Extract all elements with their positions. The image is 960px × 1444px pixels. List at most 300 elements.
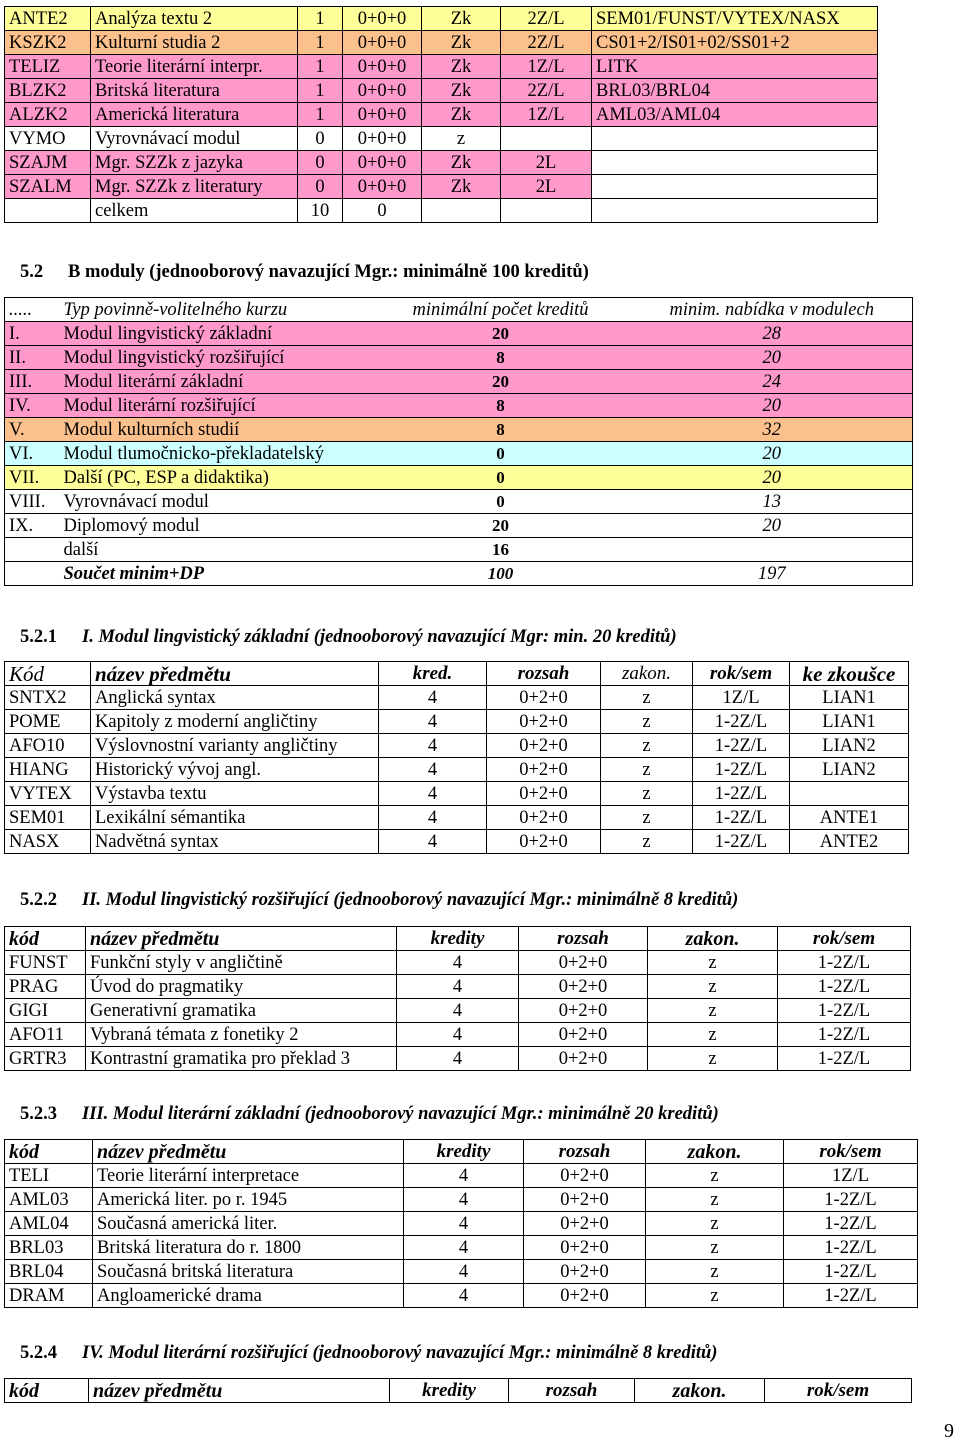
cell-min-offer: 32 — [632, 418, 913, 442]
cell-code: AFO11 — [5, 1023, 86, 1047]
cell-name: Výslovnostní varianty angličtiny — [91, 734, 379, 758]
cell-num: I. — [5, 322, 60, 346]
cell-completion: z — [648, 1023, 778, 1047]
header-completion: zakon. — [646, 1140, 784, 1164]
cell-credits: 4 — [379, 806, 487, 830]
table-row — [5, 1236, 918, 1260]
table-header-row — [5, 662, 909, 686]
cell-exam: LITK — [592, 55, 878, 79]
cell-credits: 4 — [397, 951, 519, 975]
cell-module: Modul literární základní — [60, 370, 370, 394]
cell-code: BRL03 — [5, 1236, 93, 1260]
cell-min-offer: 20 — [632, 394, 913, 418]
table-row — [5, 975, 911, 999]
cell-exam — [592, 175, 878, 199]
cell-completion: Zk — [422, 31, 501, 55]
cell-completion: z — [601, 830, 693, 854]
table-row — [5, 418, 913, 442]
table-c-ling-basic — [4, 661, 909, 854]
cell-code: GIGI — [5, 999, 86, 1023]
table-row — [5, 175, 878, 199]
cell-module: další — [60, 538, 370, 562]
table-row — [5, 55, 878, 79]
cell-code: AML04 — [5, 1212, 93, 1236]
cell-code: GRTR3 — [5, 1047, 86, 1071]
cell-year: 2Z/L — [501, 31, 592, 55]
cell-num: III. — [5, 370, 60, 394]
cell-min-offer: 20 — [632, 346, 913, 370]
header-year: rok/sem — [784, 1140, 918, 1164]
cell-min-credits: 20 — [370, 370, 632, 394]
cell-code: NASX — [5, 830, 91, 854]
cell-credits: 4 — [404, 1188, 524, 1212]
header-type: Typ povinně-volitelného kurzu — [60, 298, 370, 322]
cell-min-credits: 0 — [370, 442, 632, 466]
table-d-ling-ext — [4, 926, 911, 1071]
cell-range: 0 — [343, 199, 422, 223]
cell-name: Současná americká liter. — [93, 1212, 404, 1236]
cell-credits: 4 — [379, 830, 487, 854]
cell-code: FUNST — [5, 951, 86, 975]
section-number: 5.2 — [20, 262, 44, 282]
cell-name: Britská literatura do r. 1800 — [93, 1236, 404, 1260]
cell-code: ANTE2 — [5, 7, 91, 31]
cell-completion: z — [646, 1236, 784, 1260]
cell-name: Britská literatura — [91, 79, 298, 103]
cell-year: 2Z/L — [501, 79, 592, 103]
cell-completion: z — [601, 734, 693, 758]
cell-code: TELIZ — [5, 55, 91, 79]
cell-name: Kulturní studia 2 — [91, 31, 298, 55]
section-heading — [20, 1343, 717, 1364]
cell-credits: 1 — [298, 7, 343, 31]
header-credits: kred. — [379, 662, 487, 686]
cell-name: Mgr. SZZk z literatury — [91, 175, 298, 199]
section-number: 5.2.3 — [20, 1104, 57, 1124]
cell-min-offer — [632, 538, 913, 562]
cell-completion: z — [601, 806, 693, 830]
cell-credits: 4 — [404, 1236, 524, 1260]
cell-code: AFO10 — [5, 734, 91, 758]
cell-num: IV. — [5, 394, 60, 418]
cell-code: SZALM — [5, 175, 91, 199]
cell-range: 0+2+0 — [487, 782, 601, 806]
cell-range: 0+2+0 — [524, 1260, 646, 1284]
cell-credits: 0 — [298, 127, 343, 151]
header-min-credits: minimální počet kreditů — [370, 298, 632, 322]
table-row — [5, 830, 909, 854]
table-row — [5, 686, 909, 710]
table-row — [5, 758, 909, 782]
table-row — [5, 7, 878, 31]
cell-credits: 10 — [298, 199, 343, 223]
cell-range: 0+2+0 — [524, 1212, 646, 1236]
cell-name: Generativní gramatika — [86, 999, 397, 1023]
table-header-row — [5, 927, 911, 951]
header-name: název předmětu — [89, 1379, 390, 1403]
cell-num: VIII. — [5, 490, 60, 514]
cell-credits: 1 — [298, 79, 343, 103]
cell-exam: AML03/AML04 — [592, 103, 878, 127]
cell-code: VYTEX — [5, 782, 91, 806]
cell-name: Funkční styly v angličtině — [86, 951, 397, 975]
cell-module: Modul lingvistický základní — [60, 322, 370, 346]
cell-year: 1Z/L — [501, 55, 592, 79]
cell-credits: 4 — [404, 1284, 524, 1308]
cell-range: 0+2+0 — [519, 999, 648, 1023]
section-title: II. Modul lingvistický rozšiřující (jednooborový navazující Mgr.: minimálně 8 kreditů) — [82, 890, 739, 910]
header-year: rok/sem — [765, 1379, 912, 1403]
cell-credits: 4 — [404, 1260, 524, 1284]
cell-credits: 1 — [298, 103, 343, 127]
cell-exam: LIAN1 — [790, 686, 909, 710]
cell-completion: z — [646, 1260, 784, 1284]
cell-range: 0+2+0 — [487, 830, 601, 854]
table-row — [5, 394, 913, 418]
header-completion: zakon. — [601, 662, 693, 686]
cell-num — [5, 538, 60, 562]
cell-module: Modul lingvistický rozšiřující — [60, 346, 370, 370]
cell-range: 0+2+0 — [519, 975, 648, 999]
cell-min-offer: 20 — [632, 442, 913, 466]
cell-range: 0+2+0 — [524, 1284, 646, 1308]
cell-completion: Zk — [422, 151, 501, 175]
header-credits: kredity — [390, 1379, 509, 1403]
section-heading — [20, 262, 589, 283]
cell-year: 1-2Z/L — [778, 1023, 911, 1047]
table-row — [5, 999, 911, 1023]
cell-name: Výstavba textu — [91, 782, 379, 806]
cell-year: 1-2Z/L — [778, 951, 911, 975]
cell-exam: ANTE1 — [790, 806, 909, 830]
cell-min-offer: 28 — [632, 322, 913, 346]
cell-code — [5, 199, 91, 223]
cell-year: 1-2Z/L — [784, 1260, 918, 1284]
cell-name: Angloamerické drama — [93, 1284, 404, 1308]
cell-completion: z — [601, 758, 693, 782]
table-row — [5, 79, 878, 103]
cell-min-credits: 8 — [370, 394, 632, 418]
section-number: 5.2.2 — [20, 890, 57, 910]
header-range: rozsah — [524, 1140, 646, 1164]
cell-range: 0+2+0 — [487, 806, 601, 830]
table-row — [5, 1212, 918, 1236]
cell-credits: 4 — [379, 758, 487, 782]
cell-name: celkem — [91, 199, 298, 223]
cell-module: Součet minim+DP — [60, 562, 370, 586]
header-credits: kredity — [397, 927, 519, 951]
header-range: rozsah — [509, 1379, 635, 1403]
cell-num: IX. — [5, 514, 60, 538]
cell-name: Úvod do pragmatiky — [86, 975, 397, 999]
cell-completion: z — [648, 1047, 778, 1071]
cell-range: 0+0+0 — [343, 55, 422, 79]
section-title: B moduly (jednooborový navazující Mgr.: minimálně 100 kreditů) — [68, 262, 589, 282]
cell-exam — [592, 199, 878, 223]
cell-year: 1-2Z/L — [778, 999, 911, 1023]
cell-name: Teorie literární interpretace — [93, 1164, 404, 1188]
section-title: IV. Modul literární rozšiřující (jednooborový navazující Mgr.: minimálně 8 kreditů) — [82, 1343, 718, 1363]
header-min-offer: minim. nabídka v modulech — [632, 298, 913, 322]
cell-range: 0+0+0 — [343, 31, 422, 55]
cell-name: Teorie literární interpr. — [91, 55, 298, 79]
cell-year: 1-2Z/L — [693, 758, 790, 782]
header-name: název předmětu — [91, 662, 379, 686]
cell-range: 0+2+0 — [487, 686, 601, 710]
cell-num: V. — [5, 418, 60, 442]
cell-year: 1-2Z/L — [693, 710, 790, 734]
table-row — [5, 490, 913, 514]
table-row — [5, 1164, 918, 1188]
cell-exam — [592, 127, 878, 151]
cell-exam: ANTE2 — [790, 830, 909, 854]
cell-range: 0+2+0 — [519, 1047, 648, 1071]
cell-name: Anglická syntax — [91, 686, 379, 710]
cell-completion: Zk — [422, 55, 501, 79]
table-row — [5, 199, 878, 223]
cell-code: KSZK2 — [5, 31, 91, 55]
table-row — [5, 806, 909, 830]
cell-credits: 0 — [298, 175, 343, 199]
cell-code: SNTX2 — [5, 686, 91, 710]
cell-range: 0+0+0 — [343, 151, 422, 175]
cell-exam: LIAN1 — [790, 710, 909, 734]
cell-code: BRL04 — [5, 1260, 93, 1284]
cell-completion: Zk — [422, 175, 501, 199]
cell-completion — [422, 199, 501, 223]
header-name: název předmětu — [86, 927, 397, 951]
cell-num — [5, 562, 60, 586]
page-number: 9 — [944, 1420, 954, 1442]
cell-module: Diplomový modul — [60, 514, 370, 538]
cell-code: VYMO — [5, 127, 91, 151]
header-name: název předmětu — [93, 1140, 404, 1164]
header-num: ..... — [5, 298, 60, 322]
table-row — [5, 514, 913, 538]
table-b-modules — [4, 297, 913, 586]
cell-num: VI. — [5, 442, 60, 466]
cell-name: Analýza textu 2 — [91, 7, 298, 31]
cell-credits: 4 — [379, 710, 487, 734]
cell-name: Nadvětná syntax — [91, 830, 379, 854]
cell-year: 1Z/L — [784, 1164, 918, 1188]
cell-range: 0+0+0 — [343, 175, 422, 199]
cell-year: 1-2Z/L — [784, 1236, 918, 1260]
table-row — [5, 370, 913, 394]
cell-code: HIANG — [5, 758, 91, 782]
cell-num: VII. — [5, 466, 60, 490]
cell-range: 0+2+0 — [524, 1164, 646, 1188]
cell-credits: 4 — [379, 782, 487, 806]
section-heading — [20, 627, 677, 648]
cell-exam — [790, 782, 909, 806]
cell-completion: z — [646, 1164, 784, 1188]
cell-completion: Zk — [422, 7, 501, 31]
cell-year: 1-2Z/L — [778, 975, 911, 999]
header-exam: ke zkoušce — [790, 662, 909, 686]
table-header-row — [5, 298, 913, 322]
cell-year: 1-2Z/L — [784, 1284, 918, 1308]
cell-year: 1-2Z/L — [784, 1212, 918, 1236]
cell-num: II. — [5, 346, 60, 370]
cell-min-offer: 24 — [632, 370, 913, 394]
table-f-lit-ext — [4, 1378, 912, 1403]
table-row — [5, 127, 878, 151]
section-heading — [20, 890, 738, 911]
cell-year: 2Z/L — [501, 7, 592, 31]
header-credits: kredity — [404, 1140, 524, 1164]
table-row — [5, 1260, 918, 1284]
cell-credits: 4 — [397, 975, 519, 999]
section-title: I. Modul lingvistický základní (jednooborový navazující Mgr: min. 20 kreditů) — [82, 627, 677, 647]
cell-credits: 4 — [404, 1212, 524, 1236]
cell-completion: z — [601, 782, 693, 806]
cell-min-credits: 0 — [370, 466, 632, 490]
cell-range: 0+2+0 — [487, 758, 601, 782]
cell-module: Modul tlumočnicko-překladatelský — [60, 442, 370, 466]
cell-completion: z — [648, 951, 778, 975]
cell-year: 1-2Z/L — [693, 830, 790, 854]
table-row — [5, 346, 913, 370]
cell-min-offer: 197 — [632, 562, 913, 586]
table-row — [5, 782, 909, 806]
cell-exam: BRL03/BRL04 — [592, 79, 878, 103]
table-row — [5, 322, 913, 346]
table-row — [5, 31, 878, 55]
table-header-row — [5, 1379, 912, 1403]
table-row — [5, 1023, 911, 1047]
cell-range: 0+2+0 — [487, 710, 601, 734]
cell-code: SEM01 — [5, 806, 91, 830]
cell-year: 1-2Z/L — [784, 1188, 918, 1212]
cell-range: 0+2+0 — [487, 734, 601, 758]
cell-completion: z — [646, 1212, 784, 1236]
cell-exam — [592, 151, 878, 175]
cell-min-credits: 20 — [370, 514, 632, 538]
table-row — [5, 466, 913, 490]
cell-range: 0+0+0 — [343, 103, 422, 127]
cell-code: AML03 — [5, 1188, 93, 1212]
cell-exam: LIAN2 — [790, 758, 909, 782]
section-number: 5.2.1 — [20, 627, 57, 647]
cell-code: POME — [5, 710, 91, 734]
table-a-courses — [4, 6, 878, 223]
cell-module: Další (PC, ESP a didaktika) — [60, 466, 370, 490]
table-header-row — [5, 1140, 918, 1164]
table-row — [5, 1284, 918, 1308]
cell-year: 1-2Z/L — [778, 1047, 911, 1071]
header-code: kód — [5, 1140, 93, 1164]
table-row — [5, 1047, 911, 1071]
cell-exam: SEM01/FUNST/VYTEX/NASX — [592, 7, 878, 31]
cell-credits: 1 — [298, 55, 343, 79]
cell-module: Modul literární rozšiřující — [60, 394, 370, 418]
cell-completion: Zk — [422, 103, 501, 127]
cell-completion: z — [648, 975, 778, 999]
cell-name: Americká literatura — [91, 103, 298, 127]
cell-name: Americká liter. po r. 1945 — [93, 1188, 404, 1212]
section-heading — [20, 1104, 719, 1125]
cell-credits: 1 — [298, 31, 343, 55]
cell-credits: 4 — [404, 1164, 524, 1188]
cell-min-credits: 8 — [370, 346, 632, 370]
header-year: rok/sem — [693, 662, 790, 686]
header-range: rozsah — [519, 927, 648, 951]
table-row — [5, 710, 909, 734]
cell-credits: 4 — [397, 999, 519, 1023]
section-number: 5.2.4 — [20, 1343, 57, 1363]
cell-name: Kontrastní gramatika pro překlad 3 — [86, 1047, 397, 1071]
cell-min-offer: 13 — [632, 490, 913, 514]
cell-year: 1-2Z/L — [693, 734, 790, 758]
cell-code: PRAG — [5, 975, 86, 999]
cell-year: 1-2Z/L — [693, 782, 790, 806]
section-title: III. Modul literární základní (jednooborový navazující Mgr.: minimálně 20 kreditů) — [82, 1104, 719, 1124]
table-row — [5, 734, 909, 758]
cell-name: Kapitoly z moderní angličtiny — [91, 710, 379, 734]
cell-credits: 4 — [397, 1023, 519, 1047]
cell-code: ALZK2 — [5, 103, 91, 127]
cell-exam: LIAN2 — [790, 734, 909, 758]
cell-range: 0+0+0 — [343, 7, 422, 31]
table-row — [5, 1188, 918, 1212]
cell-completion: z — [646, 1188, 784, 1212]
cell-completion: z — [646, 1284, 784, 1308]
cell-name: Současná britská literatura — [93, 1260, 404, 1284]
table-row — [5, 442, 913, 466]
cell-range: 0+2+0 — [524, 1236, 646, 1260]
table-row — [5, 538, 913, 562]
cell-module: Modul kulturních studií — [60, 418, 370, 442]
header-code: kód — [5, 927, 86, 951]
cell-code: BLZK2 — [5, 79, 91, 103]
header-completion: zakon. — [648, 927, 778, 951]
cell-completion: z — [601, 686, 693, 710]
header-year: rok/sem — [778, 927, 911, 951]
cell-completion: z — [648, 999, 778, 1023]
header-code: kód — [5, 1379, 89, 1403]
cell-year: 1Z/L — [693, 686, 790, 710]
cell-completion: z — [422, 127, 501, 151]
table-row — [5, 151, 878, 175]
cell-name: Mgr. SZZk z jazyka — [91, 151, 298, 175]
header-code: Kód — [5, 662, 91, 686]
cell-min-credits: 20 — [370, 322, 632, 346]
cell-year — [501, 127, 592, 151]
cell-credits: 4 — [397, 1047, 519, 1071]
cell-year: 2L — [501, 175, 592, 199]
header-range: rozsah — [487, 662, 601, 686]
cell-completion: Zk — [422, 79, 501, 103]
cell-name: Historický vývoj angl. — [91, 758, 379, 782]
cell-credits: 4 — [379, 734, 487, 758]
cell-name: Vybraná témata z fonetiky 2 — [86, 1023, 397, 1047]
cell-min-offer: 20 — [632, 466, 913, 490]
cell-year: 2L — [501, 151, 592, 175]
cell-name: Lexikální sémantika — [91, 806, 379, 830]
cell-year: 1-2Z/L — [693, 806, 790, 830]
table-e-lit-basic — [4, 1139, 918, 1308]
cell-credits: 0 — [298, 151, 343, 175]
cell-year — [501, 199, 592, 223]
cell-min-credits: 8 — [370, 418, 632, 442]
cell-range: 0+0+0 — [343, 127, 422, 151]
cell-code: SZAJM — [5, 151, 91, 175]
cell-min-offer: 20 — [632, 514, 913, 538]
cell-module: Vyrovnávací modul — [60, 490, 370, 514]
cell-name: Vyrovnávací modul — [91, 127, 298, 151]
cell-min-credits: 100 — [370, 562, 632, 586]
